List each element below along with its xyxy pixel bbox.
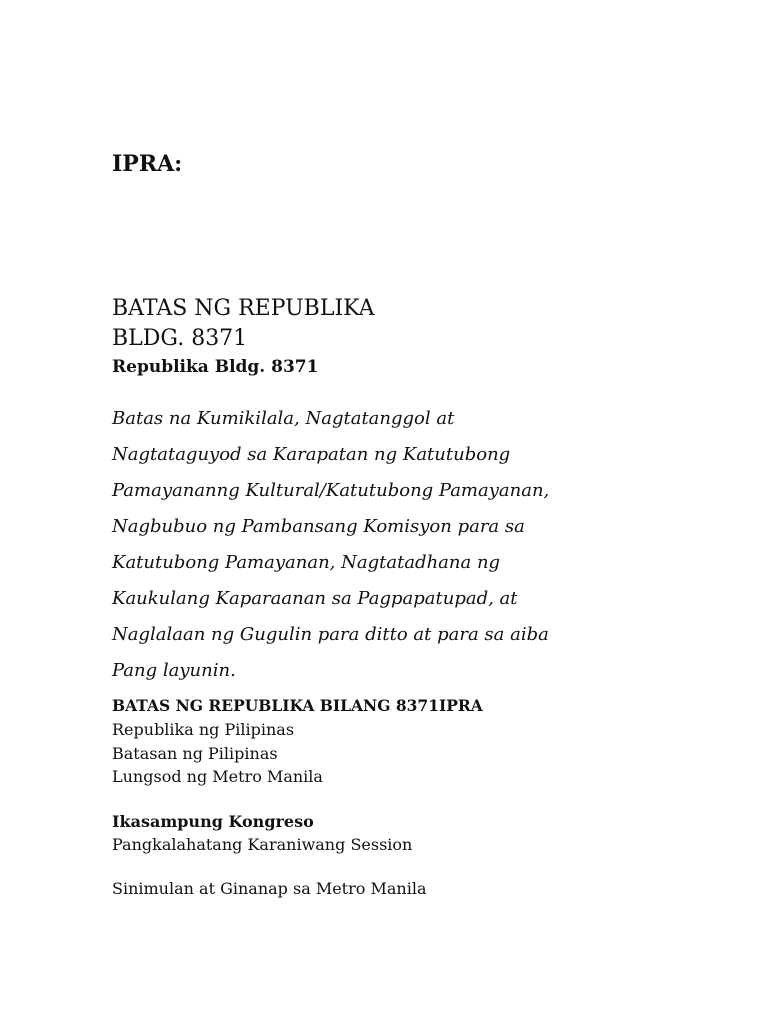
congress-heading: Ikasampung Kongreso <box>112 812 314 831</box>
address-line: Batasan ng Pilipinas <box>112 743 278 763</box>
description-line: Batas na Kumikilala, Nagtatanggol at <box>112 408 455 429</box>
address-line: Lungsod ng Metro Manila <box>112 767 323 786</box>
document-heading: IPRA: <box>112 151 183 177</box>
law-heading: BATAS NG REPUBLIKA BILANG 8371IPRA <box>112 696 483 715</box>
description-line: Pang layunin. <box>112 660 236 681</box>
subtitle: Republika Bldg. 8371 <box>112 357 319 377</box>
description-line: Nagbubuo ng Pambansang Komisyon para sa <box>112 516 525 537</box>
description-line: Pamayananng Kultural/Katutubong Pamayanan, <box>112 480 550 501</box>
description-line: Katutubong Pamayanan, Nagtatadhana ng <box>112 552 501 573</box>
law-description <box>112 404 549 692</box>
title-line-1: BATAS NG REPUBLIKA <box>112 296 375 321</box>
description-line: Kaukulang Kaparaanan sa Pagpapatupad, at <box>112 588 518 609</box>
started-line: Sinimulan at Ginanap sa Metro Manila <box>112 879 427 898</box>
description-line: Naglalaan ng Gugulin para ditto at para sa aiba <box>112 624 549 645</box>
address-block <box>112 718 323 789</box>
description-line: Nagtataguyod sa Karapatan ng Katutubong <box>112 444 511 465</box>
address-line: Republika ng Pilipinas <box>112 720 295 739</box>
title-line-2: BLDG. 8371 <box>112 326 248 351</box>
session-line: Pangkalahatang Karaniwang Session <box>112 835 413 854</box>
